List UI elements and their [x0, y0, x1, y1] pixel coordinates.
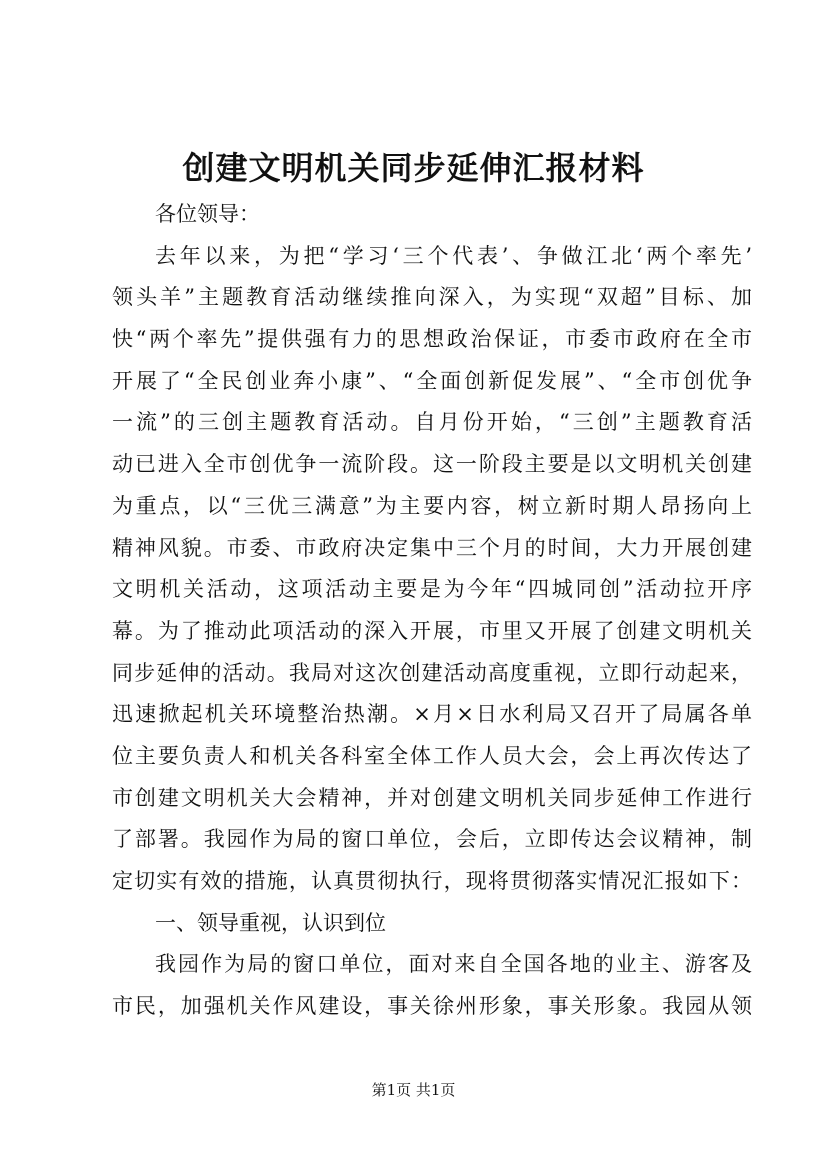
paragraph-line: 为重点，以“三优三满意”为主要内容，树立新时期人昂扬向上: [112, 493, 752, 518]
paragraph-line: 动已进入全市创优争一流阶段。这一阶段主要是以文明机关创建: [112, 452, 752, 477]
paragraph-line: 市创建文明机关大会精神，并对创建文明机关同步延伸工作进行: [112, 785, 752, 810]
page-footer: 第1页 共1页: [371, 1081, 456, 1099]
paragraph-line: 迅速掀起机关环境整治热潮。×月×日水利局又召开了局属各单: [112, 702, 752, 727]
paragraph-line: 精神风貌。市委、市政府决定集中三个月的时间，大力开展创建: [112, 535, 752, 560]
paragraph-line: 定切实有效的措施，认真贯彻执行，现将贯彻落实情况汇报如下：: [112, 869, 752, 893]
document-body: [112, 194, 752, 1028]
paragraph-line: 我园作为局的窗口单位，面对来自全国各地的业主、游客及: [155, 952, 752, 977]
paragraph-line: 快“两个率先”提供强有力的思想政治保证，市委市政府在全市: [112, 327, 752, 352]
paragraph-line: 了部署。我园作为局的窗口单位，会后，立即传达会议精神，制: [112, 827, 752, 852]
paragraph-line: 市民，加强机关作风建设，事关徐州形象，事关形象。我园从领: [112, 994, 752, 1019]
paragraph-line: 位主要负责人和机关各科室全体工作人员大会，会上再次传达了: [112, 743, 752, 768]
paragraph-line: 一流”的三创主题教育活动。自月份开始，“三创”主题教育活: [112, 410, 752, 435]
paragraph-line: 领头羊”主题教育活动继续推向深入，为实现“双超”目标、加: [112, 285, 752, 310]
paragraph-line: 同步延伸的活动。我局对这次创建活动高度重视，立即行动起来，: [112, 660, 752, 685]
salutation-line: 各位领导：: [155, 202, 260, 226]
paragraph-line: 开展了“全民创业奔小康”、“全面创新促发展”、“全市创优争: [112, 368, 752, 393]
paragraph-line: 文明机关活动，这项活动主要是为今年“四城同创”活动拉开序: [112, 577, 752, 602]
paragraph-line: 去年以来，为把“学习‘三个代表’、争做江北‘两个率先’: [155, 243, 752, 268]
section-heading: 一、领导重视，认识到位: [155, 910, 386, 935]
document-title: 创建文明机关同步延伸汇报材料: [182, 149, 645, 187]
paragraph-line: 幕。为了推动此项活动的深入开展，市里又开展了创建文明机关: [112, 618, 752, 643]
